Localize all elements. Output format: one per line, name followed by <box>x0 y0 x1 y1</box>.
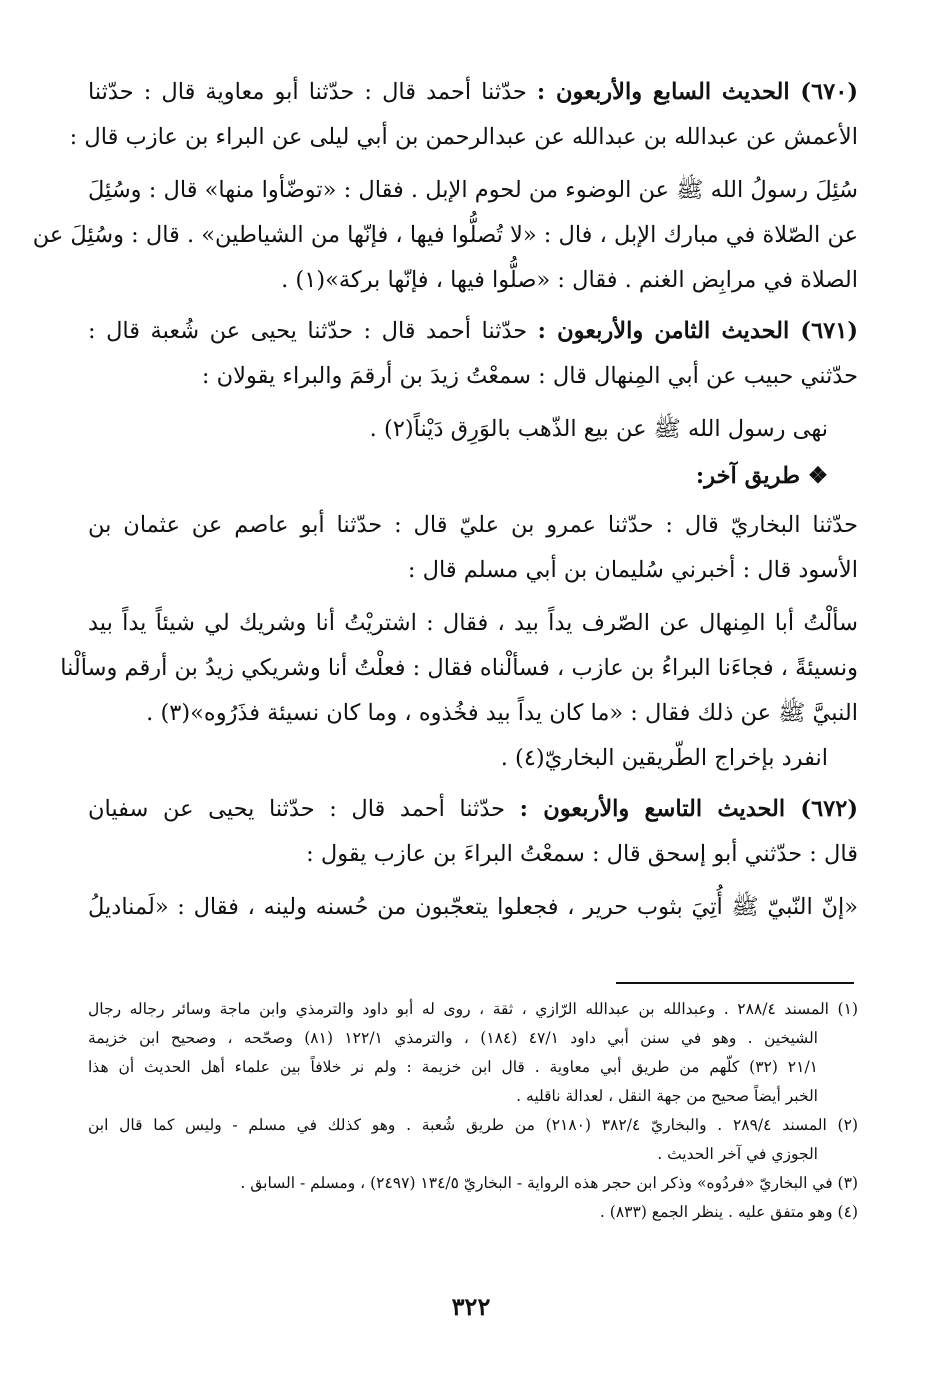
footnote-1-line-3: ٢١/١ (٣٢) كلّهم من طريق أبي معاوية . قال ابن خزيمة : ولم نر خلافاً بين علماء أهل الحديث أن هذا <box>88 1058 818 1076</box>
main-text <box>32 70 858 930</box>
route-matn-3: النبيَّ ﷺ عن ذلك فقال : «ما كان يداً بيد فخُذوه ، وما كان نسيئة فذَرُوه»(٣) . <box>146 700 858 726</box>
page-number: ٣٢٢ <box>451 1292 491 1321</box>
another-route-heading: ❖ طريق آخر: <box>695 463 828 489</box>
hadith-670-isnad: حدّثنا أحمد قال : حدّثنا أبو معاوية قال : حدّثنا <box>88 79 537 105</box>
footnote-4: (٤) وهو متفق عليه . ينظر الجمع (٨٣٣) . <box>599 1203 858 1221</box>
hadith-672-heading: (٦٧٢) الحديث التاسع والأربعون : <box>519 796 858 822</box>
hadith-671-matn: نهى رسول الله ﷺ عن بيع الذّهب بالوَرِق دَيْناً(٢) . <box>369 416 828 442</box>
hadith-671-line-2: حدّثني حبيب عن أبي المِنهال قال : سمعْتُ زيدَ بن أرقمَ والبراء يقولان : <box>201 363 858 389</box>
hadith-670-line-2: الأعمش عن عبدالله بن عبدالله عن عبدالرحمن بن أبي ليلى عن البراء بن عازب قال : <box>69 124 858 150</box>
hadith-671-line-1 <box>88 309 858 354</box>
route-isnad-1: حدّثنا البخاريّ قال : حدّثنا عمرو بن عليّ قال : حدّثنا أبو عاصم عن عثمان بن <box>88 512 858 538</box>
footnote-1-line-4: الخبر أيضاً صحيح من جهة النقل ، لعدالة ناقليه . <box>516 1087 818 1105</box>
hadith-671-heading: (٦٧١) الحديث الثامن والأربعون : <box>537 318 858 344</box>
route-matn-2: ونسيئةً ، فجاءَنا البراءُ بن عازب ، فسألْناه فقال : فعلْتُ أنا وشريكي زيدُ بن أرقم وسألْنا <box>60 655 858 681</box>
footnote-divider <box>616 982 854 984</box>
footnote-3: (٣) في البخاريّ «فردُوه» وذكر ابن حجر هذه الرواية - البخاريّ ١٣٤/٥ (٢٤٩٧) ، ومسلم - السابق . <box>240 1174 858 1192</box>
footnote-2-line-1: (٢) المسند ٢٨٩/٤ . والبخاريّ ٣٨٢/٤ (٢١٨٠) من طريق شُعبة . وهو كذلك في مسلم - وليس كما قال ابن <box>88 1116 858 1134</box>
hadith-670-matn-2: عن الصّلاة في مبارك الإبل ، فال : «لا تُصلُّوا فيها ، فإنّها من الشياطين» . قال : وسُئِلَ عن <box>32 222 858 248</box>
hadith-672-line-1 <box>88 787 858 832</box>
footnotes <box>88 995 858 1227</box>
footnote-2-line-2: الجوزي في آخر الحديث . <box>657 1145 818 1163</box>
hadith-670-heading: (٦٧٠) الحديث السابع والأربعون : <box>536 79 858 105</box>
route-matn-1: سألْتُ أبا المِنهال عن الصّرف يداً بيد ، فقال : اشتريْتُ أنا وشريك لي شيئاً يداً بيد <box>88 610 858 636</box>
hadith-671-isnad: حدّثنا أحمد قال : حدّثنا يحيى عن شُعبة قال : <box>88 318 538 344</box>
hadith-672-isnad: حدّثنا أحمد قال : حدّثنا يحيى عن سفيان <box>88 796 520 822</box>
route-isnad-2: الأسود قال : أخبرني سُليمان بن أبي مسلم قال : <box>407 557 858 583</box>
route-note: انفرد بإخراج الطّريقين البخاريّ(٤) . <box>500 745 828 771</box>
hadith-672-matn: «إنّ النّبيّ ﷺ أُتِيَ بثوب حرير ، فجعلوا يتعجّبون من حُسنه ولينه ، فقال : «لَمناديلُ <box>88 894 858 920</box>
hadith-672-line-2: قال : حدّثني أبو إسحق قال : سمعْتُ البراءَ بن عازب يقول : <box>306 841 858 867</box>
hadith-670-matn-1: سُئِلَ رسولُ الله ﷺ عن الوضوء من لحوم الإبل . فقال : «توضّأوا منها» قال : وسُئِلَ <box>88 177 858 203</box>
footnote-1-line-2: الشيخين . وهو في سنن أبي داود ٤٧/١ (١٨٤) ، والترمذي ١٢٢/١ (٨١) وصحّحه ، وصحيح ابن خزيمة <box>88 1029 818 1047</box>
hadith-670-line-1 <box>88 70 858 115</box>
footnote-1-line-1: (١) المسند ٢٨٨/٤ . وعبدالله بن عبدالله الرّازي ، ثقة ، روى له أبو داود والترمذي وابن ماجة وسائر رجاله رجال <box>88 1000 858 1018</box>
hadith-670-matn-3: الصلاة في مرابِض الغنم . فقال : «صلُّوا فيها ، فإنّها بركة»(١) . <box>281 267 858 293</box>
